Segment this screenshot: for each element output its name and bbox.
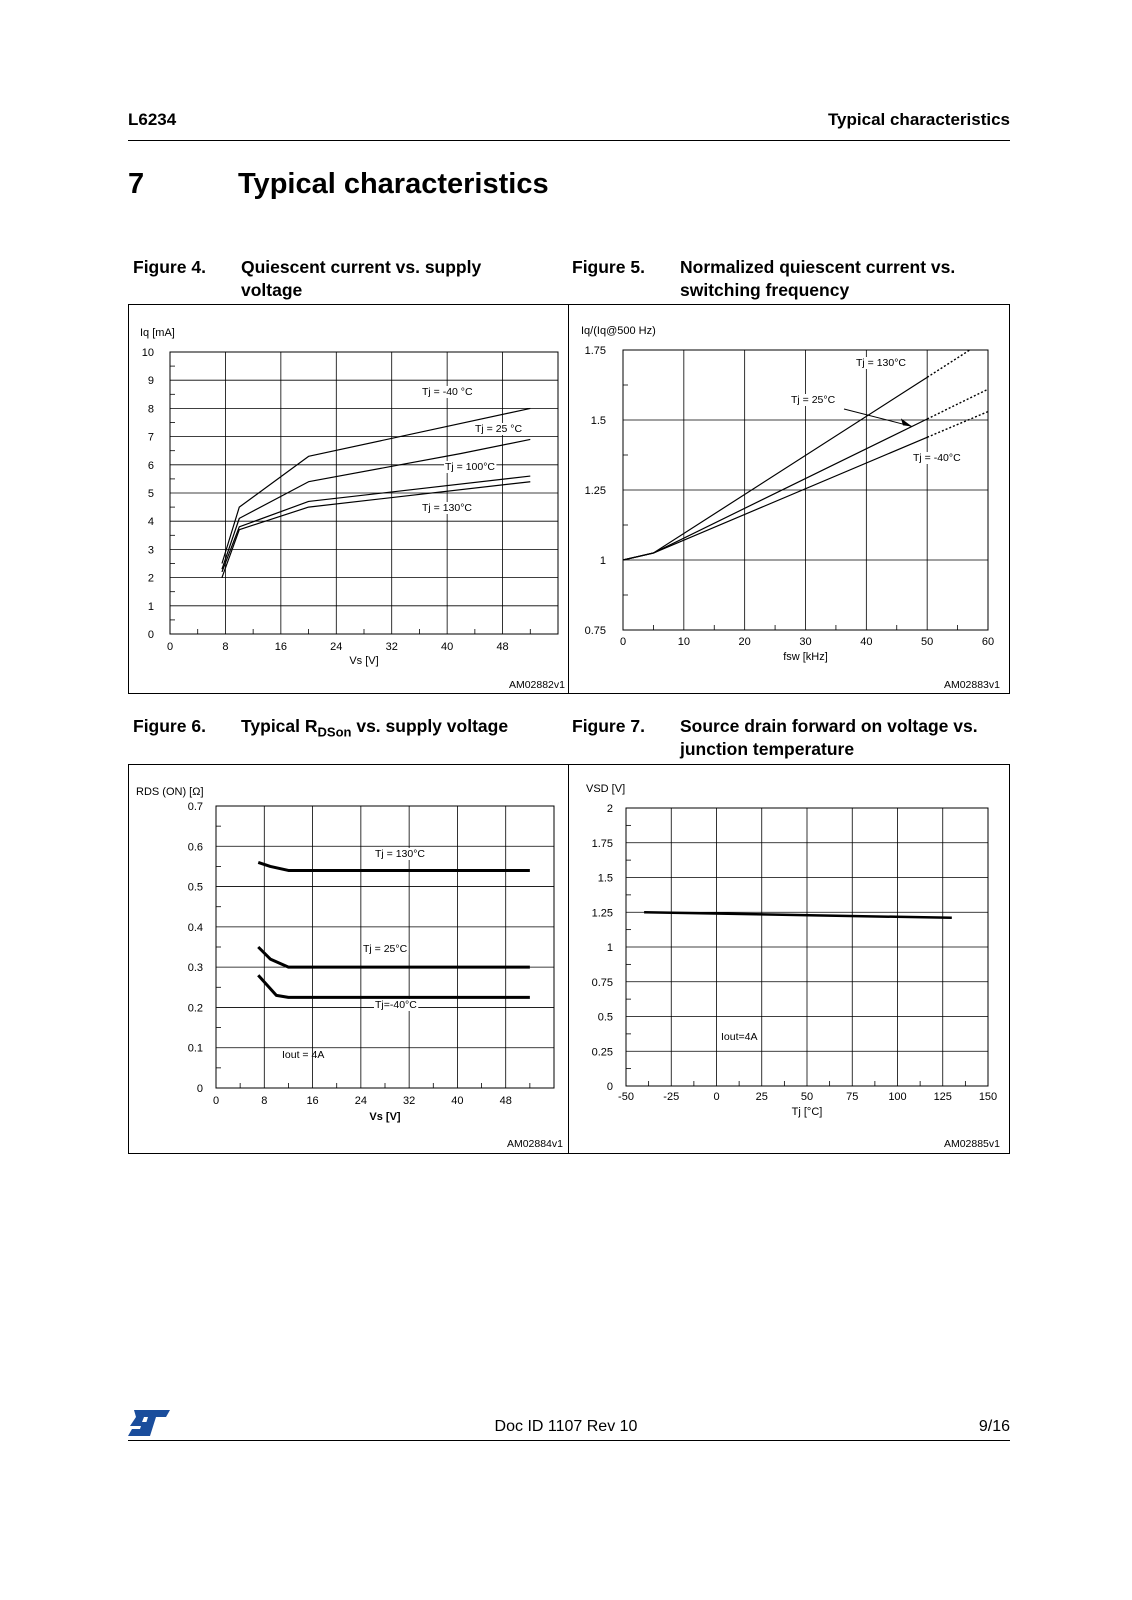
chart-5-series-extrapolation: [927, 412, 988, 438]
chart-4-y-tick-label: 10: [141, 347, 154, 359]
chart-6-y-tick-label: 0.6: [187, 841, 203, 854]
chart-7-y-tick-label: 1: [606, 942, 613, 954]
chart-6-figure-id: AM02884v1: [506, 1138, 563, 1150]
running-header-section: Typical characteristics: [827, 110, 1010, 129]
chart-5-x-tick-label: 30: [799, 636, 812, 648]
chart-6-series-label: Tj = 25°C: [363, 943, 408, 955]
chart-4-y-tick-label: 4: [147, 516, 154, 529]
chart-7-x-tick-label: -50: [618, 1091, 634, 1103]
chart-6-x-tick-label: 0: [212, 1095, 220, 1107]
chart-7-x-tick-label: 125: [933, 1091, 952, 1103]
chart-6-y-tick-label: 0.5: [187, 881, 203, 894]
chart-6-x-axis-label: Vs [V]: [369, 1111, 401, 1123]
chart-6-series-label: Tj=-40°C: [375, 999, 417, 1011]
chart-4-figure-id: AM02882v1: [508, 679, 565, 691]
figure-4-title: Quiescent current vs. supply voltage: [241, 257, 482, 300]
chart-5-figure-id: AM02883v1: [943, 679, 1000, 691]
section-number: 7: [128, 168, 145, 200]
chart-7-y-tick-label: 0.25: [591, 1046, 613, 1059]
chart-4-y-tick-label: 0: [147, 629, 154, 641]
figure-6-title: Typical $R_{DSon}$ vs. supply voltage: [241, 716, 509, 740]
chart-4-series-label: Tj = 130°C: [422, 502, 473, 514]
chart-5-x-tick-label: 50: [921, 636, 934, 648]
chart-5-series-label: Tj = -40°C: [913, 452, 961, 464]
chart-6-y-tick-label: 0.2: [187, 1002, 203, 1015]
chart-7-x-tick-label: 25: [755, 1091, 768, 1103]
figure-6-label: Figure 6.: [133, 716, 206, 736]
chart-6-series-line: [258, 862, 530, 870]
chart-6-x-tick-label: 32: [403, 1095, 416, 1107]
chart-7-y-tick-label: 1.75: [591, 837, 613, 850]
chart-5-y-tick-label: 1.25: [584, 485, 606, 497]
section-title: Typical characteristics: [238, 168, 549, 200]
footer-rule: [128, 1440, 1010, 1441]
chart-5-y-tick-label: 1: [599, 555, 606, 567]
figure-5-label: Figure 5.: [572, 257, 645, 277]
chart-6-y-axis-label: RDS (ON) [Ω]: [136, 786, 204, 798]
chart-4-y-tick-label: 1: [147, 600, 154, 613]
chart-4-x-axis-label: Vs [V]: [349, 655, 379, 667]
chart-7-x-tick-label: 150: [978, 1091, 998, 1103]
chart-6-x-tick-label: 40: [451, 1095, 464, 1107]
chart-7-y-tick-label: 0.5: [597, 1011, 613, 1024]
chart-4-y-tick-label: 8: [147, 403, 154, 416]
chart-7-y-tick-label: 2: [606, 803, 613, 815]
chart-4-series-label: Tj = -40 °C: [422, 386, 473, 398]
chart-4-y-tick-label: 9: [147, 375, 154, 388]
chart-6-y-tick-label: 0: [196, 1083, 203, 1095]
running-header-part-number: L6234: [128, 110, 177, 129]
chart-6-annotation: Iout = 4A: [282, 1049, 325, 1061]
footer-doc-id: Doc ID 1107 Rev 10: [494, 1418, 638, 1435]
chart-7-y-tick-label: 0.75: [591, 976, 613, 989]
chart-4-y-axis-label: Iq [mA]: [140, 327, 175, 339]
chart-4-y-tick-label: 2: [147, 572, 154, 585]
chart-7-x-tick-label: 75: [846, 1091, 859, 1103]
footer-page-number: 9/16: [978, 1418, 1010, 1435]
chart-6-series-label: Tj = 130°C: [375, 848, 426, 860]
chart-5-x-tick-label: 10: [677, 636, 690, 648]
chart-5-y-axis-label: Iq/(Iq@500 Hz): [581, 325, 656, 337]
chart-5-series-label: Tj = 25°C: [791, 394, 836, 406]
chart-5-x-tick-label: 40: [860, 636, 873, 648]
chart-4-x-tick-label: 16: [274, 641, 287, 653]
chart-5-x-tick-label: 20: [738, 636, 751, 648]
chart-4-y-tick-label: 5: [147, 488, 154, 500]
chart-6-x-tick-label: 48: [499, 1095, 512, 1107]
figure-5-title: Normalized quiescent current vs. switching frequency: [680, 257, 956, 300]
chart-7-figure-id: AM02885v1: [943, 1138, 1000, 1150]
chart-5-series-line: [623, 437, 927, 560]
chart-5-y-tick-label: 1.5: [590, 415, 606, 427]
chart-5-x-tick-label: 0: [619, 636, 627, 648]
chart-7-series-line: [644, 912, 952, 918]
chart-7-x-tick-label: -25: [663, 1091, 680, 1103]
chart-7-y-tick-label: 1.25: [591, 907, 613, 920]
figure-7-label: Figure 7.: [572, 716, 645, 736]
chart-4-series-label: Tj = 100°C: [445, 461, 496, 473]
chart-5-series-extrapolation: [927, 350, 970, 377]
chart-4-y-tick-label: 3: [147, 544, 154, 557]
chart-5-x-axis-label: fsw [kHz]: [783, 651, 828, 663]
figure-4-label: Figure 4.: [133, 257, 206, 277]
chart-6-x-tick-label: 8: [261, 1095, 268, 1107]
chart-4-series-label: Tj = 25 °C: [475, 423, 523, 435]
chart-6-x-tick-label: 24: [354, 1095, 367, 1107]
chart-5-x-tick-label: 60: [981, 636, 995, 648]
chart-5-series-label: Tj = 130°C: [856, 357, 907, 369]
chart-7-y-tick-label: 1.5: [597, 872, 613, 885]
chart-6-y-tick-label: 0.7: [187, 801, 203, 813]
chart-5-y-tick-label: 0.75: [584, 625, 606, 637]
chart-7-y-tick-label: 0: [606, 1081, 613, 1093]
chart-7-y-axis-label: VSD [V]: [586, 783, 626, 795]
chart-4-x-tick-label: 8: [222, 641, 229, 653]
chart-6-y-tick-label: 0.1: [187, 1042, 203, 1055]
chart-6-series-line: [258, 975, 530, 997]
chart-6-x-tick-label: 16: [306, 1095, 319, 1107]
chart-4-x-tick-label: 0: [166, 641, 174, 653]
chart-7-annotation: Iout=4A: [721, 1031, 758, 1043]
chart-5-series-line: [623, 377, 927, 560]
chart-4-y-tick-label: 7: [147, 431, 154, 444]
chart-7-x-tick-label: 100: [888, 1091, 907, 1103]
chart-4-x-tick-label: 40: [441, 641, 454, 653]
chart-4-series-line: [222, 482, 530, 578]
chart-4-x-tick-label: 32: [385, 641, 398, 653]
chart-4-y-tick-label: 6: [147, 459, 154, 472]
chart-7-x-axis-label: Tj [°C]: [791, 1106, 823, 1118]
chart-6-y-tick-label: 0.4: [187, 921, 203, 934]
chart-6-y-tick-label: 0.3: [187, 962, 203, 975]
chart-4-series-line: [222, 476, 530, 572]
chart-4-x-tick-label: 48: [496, 641, 509, 653]
chart-7-x-tick-label: 0: [713, 1091, 720, 1103]
chart-7-x-tick-label: 50: [800, 1091, 814, 1103]
chart-5-y-tick-label: 1.75: [584, 345, 606, 357]
chart-5-series-extrapolation: [927, 389, 988, 419]
chart-5-series-line: [623, 419, 927, 560]
chart-4-x-tick-label: 24: [330, 641, 343, 653]
figure-7-title: Source drain forward on voltage vs. junction temperature: [680, 716, 978, 759]
